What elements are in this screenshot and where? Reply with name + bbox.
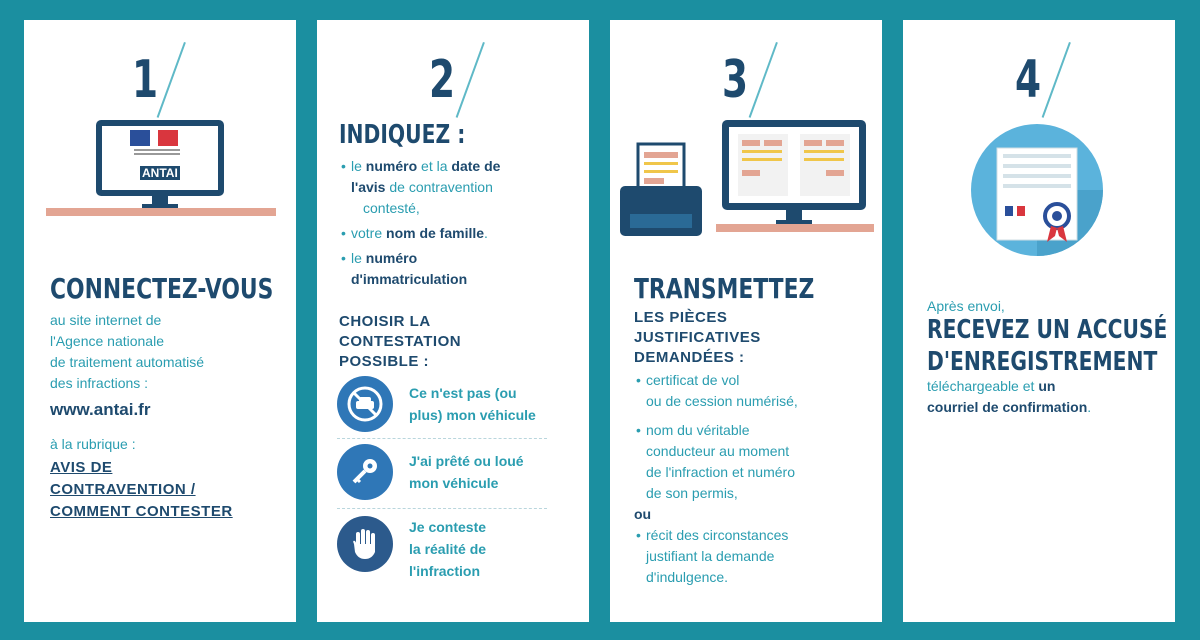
slash-divider <box>749 42 778 118</box>
hand-stop-icon <box>337 516 393 572</box>
step-1-description: au site internet de l'Agence nationale de traitement automatisé des infractions : <box>50 312 205 391</box>
computer-monitor-illustration <box>44 116 279 221</box>
step-3-subtitle: LES PIÈCES JUSTIFICATIVES DEMANDÉES : <box>634 309 761 366</box>
slash-divider <box>157 42 186 118</box>
step-3-list <box>634 370 876 588</box>
step-4-title: RECEVEZ UN ACCUSÉ D'ENREGISTREMENT <box>927 315 1168 377</box>
rubrique-intro: à la rubrique : <box>50 436 136 452</box>
list-item: • certificat de vol ou de cession numérisé, <box>646 370 876 412</box>
divider <box>337 438 547 439</box>
slash-divider <box>1042 42 1071 118</box>
rubrique-link[interactable]: AVIS DE CONTRAVENTION / COMMENT CONTESTER <box>50 459 233 520</box>
step-1-title: CONNECTEZ-VOUS <box>50 272 274 305</box>
antai-logo-text: ANTAI <box>142 166 178 180</box>
list-item: • récit des circonstances justifiant la demande d'indulgence. <box>646 525 876 588</box>
step-number: 2 <box>429 50 456 110</box>
step-2-title: INDIQUEZ : <box>339 120 466 150</box>
scanner-and-monitor-illustration <box>616 116 876 246</box>
step-4-intro: Après envoi, <box>927 298 1005 314</box>
step-4-panel <box>903 20 1175 622</box>
or-label: ou <box>634 506 652 522</box>
step-3-panel <box>610 20 882 622</box>
list-item: • le numéro d'immatriculation <box>351 248 571 290</box>
choose-heading: CHOISIR LA CONTESTATION POSSIBLE : <box>339 313 462 370</box>
step-2-panel <box>317 20 589 622</box>
slash-divider <box>456 42 485 118</box>
step-1-panel <box>24 20 296 622</box>
option-contest-reality[interactable]: Je conteste la réalité de l'infraction <box>409 519 487 579</box>
step-2-list <box>351 156 571 290</box>
list-item: • le numéro et la date de l'avis de contravention contesté, <box>351 156 571 219</box>
certificate-illustration <box>965 124 1113 264</box>
no-car-icon <box>337 376 393 432</box>
option-lent-vehicle[interactable]: J'ai prêté ou loué mon véhicule <box>409 453 524 491</box>
divider <box>337 508 547 509</box>
step-4-description: téléchargeable et un courriel de confirmation. <box>927 378 1092 415</box>
step-number: 4 <box>1015 50 1042 110</box>
option-vehicle-not-mine[interactable]: Ce n'est pas (ou plus) mon véhicule <box>409 385 536 423</box>
step-3-title: TRANSMETTEZ <box>634 272 815 305</box>
list-item: • votre nom de famille. <box>351 223 571 244</box>
step-number: 1 <box>132 50 159 110</box>
key-icon <box>337 444 393 500</box>
step-number: 3 <box>722 50 749 110</box>
list-item: • nom du véritable conducteur au moment de l'infraction et numéro de son permis, <box>646 420 876 504</box>
antai-url-link[interactable]: www.antai.fr <box>50 400 151 419</box>
